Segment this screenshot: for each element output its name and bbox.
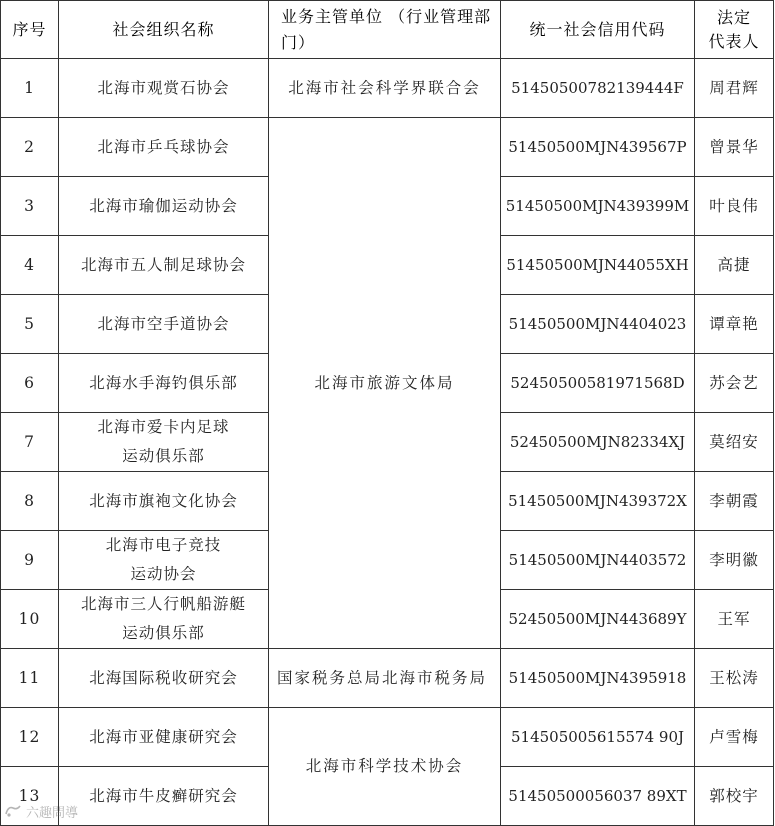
row-index: 8 — [1, 472, 59, 531]
legal-rep: 卢雪梅 — [695, 708, 774, 767]
org-name — [59, 59, 269, 118]
org-name — [59, 413, 269, 472]
credit-code: 51450500MJN4403572 — [501, 531, 695, 590]
header-rep-line-1: 法定 — [716, 7, 751, 27]
header-legal-rep — [695, 1, 774, 59]
dept-cell: 国家税务总局北海市税务局 — [269, 649, 501, 708]
org-name-line: 北海水手海钓俱乐部 — [89, 373, 238, 392]
dept-cell: 北海市社会科学界联合会 — [269, 59, 501, 118]
org-name — [59, 354, 269, 413]
table-row — [1, 59, 774, 118]
table-row — [1, 118, 774, 177]
header-row — [1, 1, 774, 59]
row-index: 2 — [1, 118, 59, 177]
row-index: 13 — [1, 767, 59, 826]
row-index: 4 — [1, 236, 59, 295]
credit-code: 51450500MJN4404023 — [501, 295, 695, 354]
credit-code: 51450500MJN439567P — [501, 118, 695, 177]
row-index: 11 — [1, 649, 59, 708]
credit-code: 51450500056037 89XT — [501, 767, 695, 826]
org-name-line: 北海市牛皮癣研究会 — [89, 786, 238, 805]
row-index: 6 — [1, 354, 59, 413]
credit-code: 51450500MJN44055XH — [501, 236, 695, 295]
credit-code: 51450500782139444F — [501, 59, 695, 118]
org-name-line: 北海市三人行帆船游艇 — [80, 595, 246, 613]
org-name — [59, 118, 269, 177]
row-index: 7 — [1, 413, 59, 472]
org-name-line: 北海市观赏石协会 — [97, 78, 230, 97]
credit-code: 51450500MJN439399M — [501, 177, 695, 236]
org-name-line: 北海国际税收研究会 — [89, 668, 238, 687]
org-name — [59, 531, 269, 590]
org-name — [59, 295, 269, 354]
row-index: 3 — [1, 177, 59, 236]
row-index: 9 — [1, 531, 59, 590]
legal-rep: 谭章艳 — [695, 295, 774, 354]
legal-rep: 王松涛 — [695, 649, 774, 708]
org-name — [59, 236, 269, 295]
dept-cell: 北海市旅游文体局 — [269, 118, 501, 649]
header-rep-line-2: 代表人 — [708, 31, 760, 51]
org-name-line: 北海市旗袍文化协会 — [89, 491, 238, 510]
legal-rep: 曾景华 — [695, 118, 774, 177]
row-index: 5 — [1, 295, 59, 354]
org-name — [59, 472, 269, 531]
row-index: 1 — [1, 59, 59, 118]
org-name — [59, 590, 269, 649]
legal-rep: 郭校宇 — [695, 767, 774, 826]
credit-code: 514505005615574 90J — [501, 708, 695, 767]
org-name-line: 北海市瑜伽运动协会 — [89, 196, 238, 215]
credit-code: 51450500MJN439372X — [501, 472, 695, 531]
legal-rep: 高捷 — [695, 236, 774, 295]
legal-rep: 苏会艺 — [695, 354, 774, 413]
credit-code: 52450500MJN82334XJ — [501, 413, 695, 472]
header-credit-code: 统一社会信用代码 — [501, 1, 695, 59]
org-name-line: 北海市爱卡内足球 — [97, 418, 230, 436]
credit-code: 52450500MJN443689Y — [501, 590, 695, 649]
legal-rep: 莫绍安 — [695, 413, 774, 472]
watermark-text: 六趣問導 — [26, 805, 79, 821]
org-name-line: 北海市亚健康研究会 — [89, 727, 238, 746]
org-name — [59, 649, 269, 708]
dept-cell: 北海市科学技术协会 — [269, 708, 501, 826]
org-name-line: 运动俱乐部 — [122, 447, 205, 465]
row-index: 10 — [1, 590, 59, 649]
org-name-line: 北海市空手道协会 — [97, 314, 230, 333]
org-name-line: 运动协会 — [130, 565, 197, 583]
header-dept: 业务主管单位 （行业管理部门） — [269, 1, 501, 59]
org-name-line: 北海市电子竞技 — [105, 536, 222, 554]
legal-rep: 周君辉 — [695, 59, 774, 118]
org-name-line: 北海市五人制足球协会 — [80, 255, 246, 274]
table-row — [1, 649, 774, 708]
org-name-line: 运动俱乐部 — [122, 624, 205, 642]
row-index: 12 — [1, 708, 59, 767]
legal-rep: 李朝霞 — [695, 472, 774, 531]
legal-rep: 叶良伟 — [695, 177, 774, 236]
org-name-line: 北海市乒乓球协会 — [97, 137, 230, 156]
legal-rep: 李明徽 — [695, 531, 774, 590]
table-row — [1, 708, 774, 767]
org-name — [59, 767, 269, 826]
header-index: 序号 — [1, 1, 59, 59]
legal-rep: 王军 — [695, 590, 774, 649]
credit-code: 52450500581971568D — [501, 354, 695, 413]
org-name — [59, 708, 269, 767]
header-org-name: 社会组织名称 — [59, 1, 269, 59]
credit-code: 51450500MJN4395918 — [501, 649, 695, 708]
org-name — [59, 177, 269, 236]
